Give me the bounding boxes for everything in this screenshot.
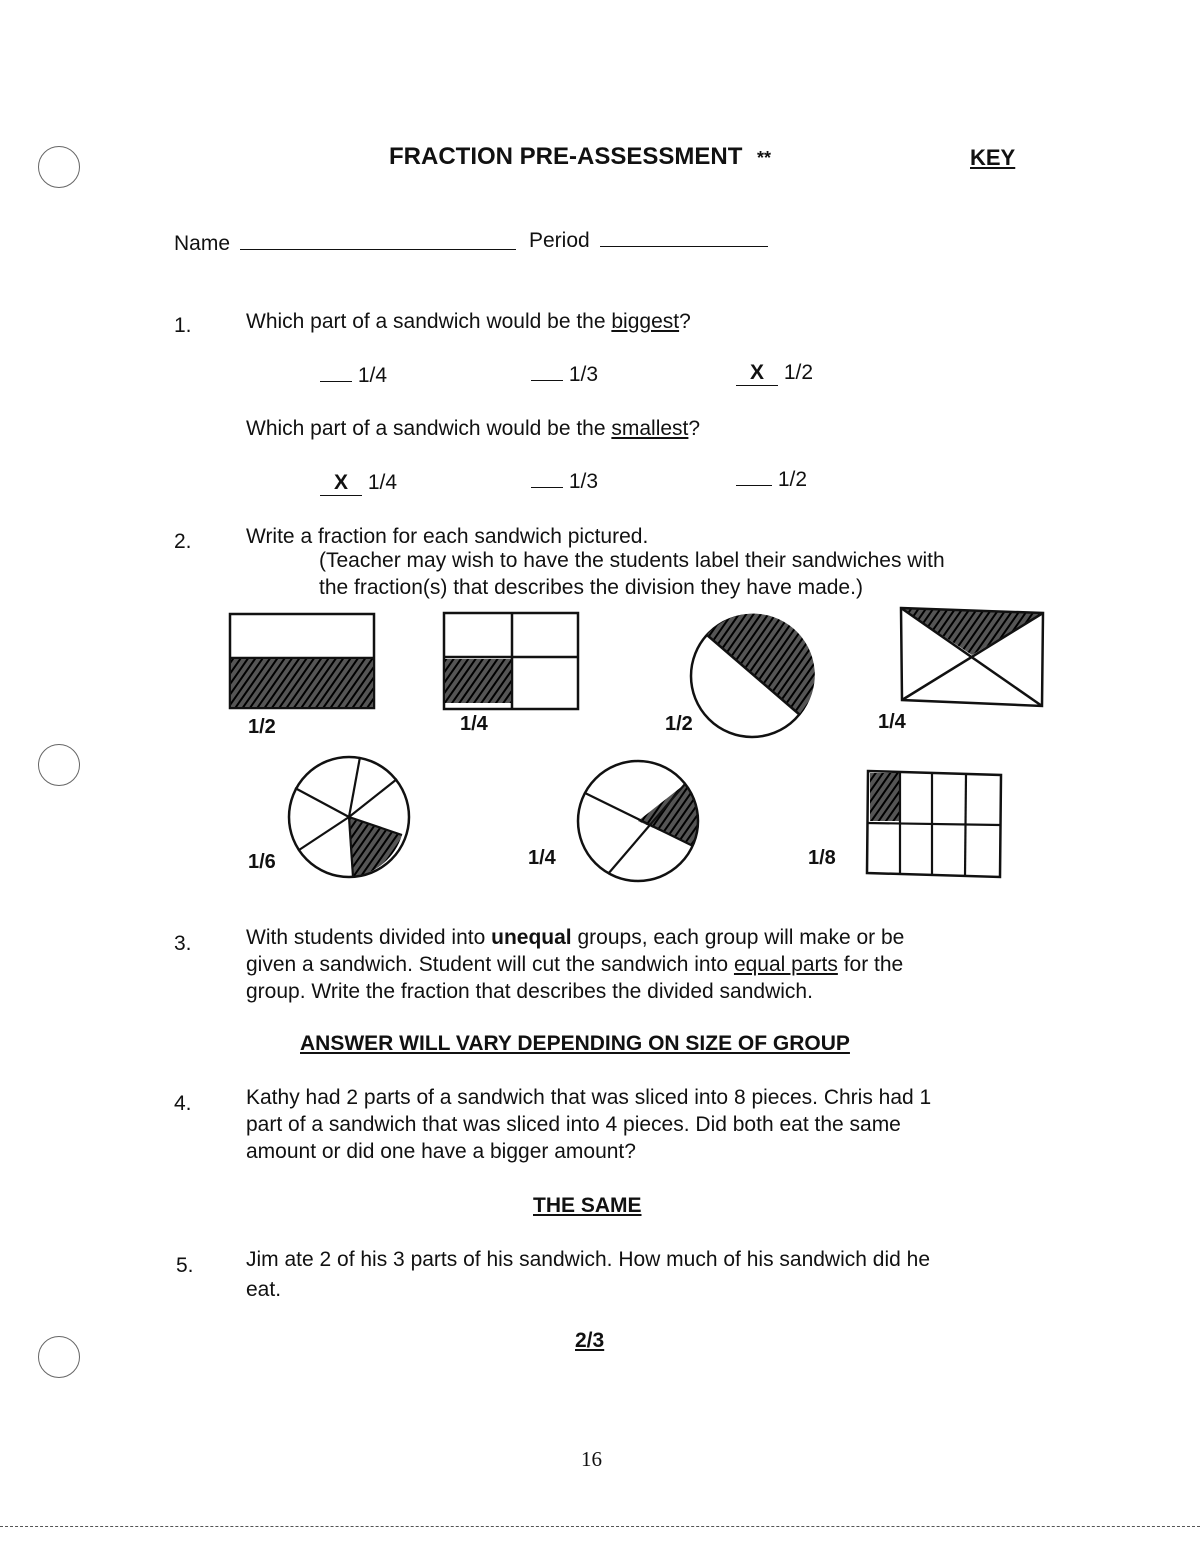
sandwich-label: 1/4 — [460, 713, 488, 735]
choice-value: 1/4 — [357, 364, 388, 387]
choice-mark — [531, 487, 563, 488]
answer-key-label: KEY — [970, 145, 1016, 170]
choice-value: 1/4 — [367, 471, 398, 494]
sandwich-label: 1/4 — [878, 711, 906, 733]
q1-prompt-biggest — [246, 310, 691, 334]
name-label: Name — [174, 232, 231, 255]
choice-mark — [531, 380, 563, 381]
sandwich-circle-quarters — [575, 758, 701, 884]
sandwich-label: 1/2 — [665, 713, 693, 735]
choice-mark — [320, 381, 352, 382]
q5-number: 5. — [176, 1254, 194, 1277]
q1-prompt-biggest-pre: Which part of a sandwich would be the — [246, 310, 612, 333]
q5-answer: 2/3 — [575, 1329, 605, 1352]
q3-line1 — [246, 926, 904, 950]
sandwich-rect-halves — [228, 612, 376, 710]
page-number: 16 — [581, 1447, 602, 1471]
q4-line3: amount or did one have a bigger amount? — [246, 1140, 636, 1163]
q1-prompt-biggest-post: ? — [679, 310, 691, 333]
period-label: Period — [529, 229, 590, 252]
choice-value: 1/3 — [568, 470, 599, 493]
name-field — [174, 231, 516, 256]
sandwich-label: 1/4 — [528, 847, 556, 869]
sandwich-circle-halves — [688, 612, 816, 740]
q1-prompt-biggest-word: biggest — [611, 310, 680, 333]
q1-choice-b1[interactable] — [320, 471, 397, 496]
period-blank[interactable] — [600, 228, 768, 247]
sandwich-circle-sixths — [287, 750, 411, 884]
q1-choice-b2[interactable] — [531, 470, 598, 494]
choice-mark: X — [736, 361, 778, 386]
q1-choice-a3[interactable] — [736, 361, 813, 386]
q4-answer: THE SAME — [533, 1194, 642, 1217]
sandwich-rect-eighths — [864, 767, 1004, 881]
punch-hole-bottom — [38, 1336, 80, 1378]
q3-line1-post: groups, each group will make or be — [571, 926, 905, 949]
punch-hole-middle — [38, 744, 80, 786]
q1-prompt-smallest-word: smallest — [611, 417, 689, 440]
q1-choice-a1[interactable] — [320, 364, 387, 388]
title-stars: ** — [757, 148, 772, 168]
choice-mark: X — [320, 471, 362, 496]
q5-line1: Jim ate 2 of his 3 parts of his sandwich. How much of his sandwich did he — [246, 1248, 930, 1271]
sandwich-label: 1/6 — [248, 851, 276, 873]
choice-mark — [736, 485, 772, 486]
q3-answer: ANSWER WILL VARY DEPENDING ON SIZE OF GROUP — [300, 1032, 850, 1055]
q2-note-line1: (Teacher may wish to have the students label their sandwiches with — [319, 549, 945, 572]
q3-line2-pre: given a sandwich. Student will cut the sandwich into — [246, 953, 734, 976]
title-text: FRACTION PRE-ASSESSMENT — [389, 143, 743, 170]
sandwich-rect-quarters — [442, 611, 580, 711]
choice-value: 1/2 — [777, 468, 808, 491]
q1-prompt-smallest-post: ? — [688, 417, 701, 440]
q2-note-line2: the fraction(s) that describes the division they have made.) — [319, 576, 863, 599]
page-title — [389, 143, 771, 171]
q1-prompt-smallest — [246, 417, 700, 441]
bottom-scan-edge — [0, 1526, 1200, 1527]
q4-number: 4. — [174, 1092, 192, 1115]
q5-line2: eat. — [246, 1278, 282, 1301]
q2-prompt: Write a fraction for each sandwich pictured. — [246, 525, 649, 548]
period-field — [529, 228, 768, 253]
q4-line1: Kathy had 2 parts of a sandwich that was sliced into 8 pieces. Chris had 1 — [246, 1086, 932, 1109]
q3-line2 — [246, 953, 903, 977]
choice-value: 1/3 — [568, 363, 599, 386]
q3-line1-bold: unequal — [491, 926, 572, 949]
q3-number: 3. — [174, 932, 192, 955]
q1-choice-b3[interactable] — [736, 468, 807, 492]
sandwich-label: 1/8 — [808, 847, 836, 869]
q2-number: 2. — [174, 530, 192, 553]
sandwich-rect-diagonals — [898, 605, 1046, 709]
q1-prompt-smallest-pre: Which part of a sandwich would be the — [246, 417, 612, 440]
q3-line1-pre: With students divided into — [246, 926, 492, 949]
q1-choice-a2[interactable] — [531, 363, 598, 387]
q4-line2: part of a sandwich that was sliced into 4 pieces. Did both eat the same — [246, 1113, 901, 1136]
q3-line3: group. Write the fraction that describes the divided sandwich. — [246, 980, 813, 1003]
sandwich-label: 1/2 — [248, 716, 276, 738]
punch-hole-top — [38, 146, 80, 188]
q3-line2-underlined: equal parts — [733, 953, 838, 976]
choice-value: 1/2 — [783, 361, 814, 384]
q1-number: 1. — [174, 314, 192, 337]
name-blank[interactable] — [240, 231, 516, 250]
q3-line2-post: for the — [837, 953, 904, 976]
